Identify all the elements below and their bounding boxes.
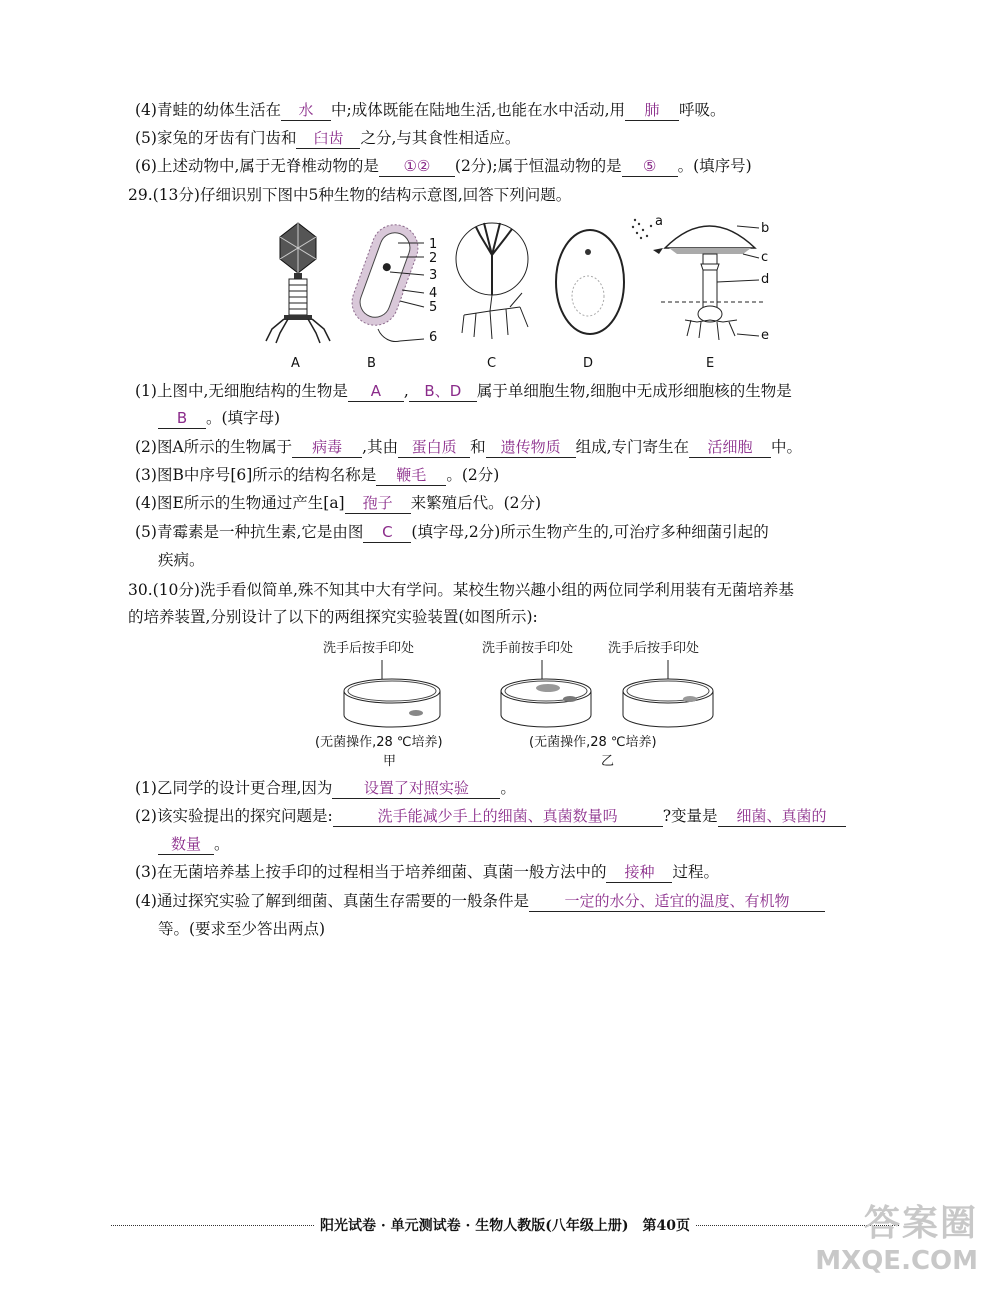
answer-blank: 数量 bbox=[158, 834, 214, 855]
figure-label-a: A bbox=[291, 356, 300, 371]
bacterium-figure bbox=[340, 215, 440, 355]
q30-sub3: (3)在无菌培养基上按手印的过程相当于培养细菌、真菌一般方法中的 接种 过程。 bbox=[135, 863, 719, 881]
figure-label-d: D bbox=[583, 356, 594, 371]
watermark bbox=[815, 1195, 978, 1276]
figure-label-e: E bbox=[706, 356, 715, 371]
answer-blank: 鞭毛 bbox=[376, 465, 446, 486]
q30-sub1: (1)乙同学的设计更合理,因为 设置了对照实验 。 bbox=[135, 779, 516, 797]
virus-figure bbox=[258, 215, 338, 345]
answer-blank: 蛋白质 bbox=[398, 437, 470, 458]
answer-blank: 臼齿 bbox=[296, 128, 360, 149]
answer-blank: 病毒 bbox=[292, 437, 362, 458]
group-label-jia: 甲 bbox=[383, 754, 397, 769]
q29-sub1: (1)上图中,无细胞结构的生物是 A , B、D 属于单细胞生物,细胞中无成形细胞核的生物是 bbox=[135, 382, 792, 400]
dish-label-2: 洗手前按手印处 bbox=[482, 641, 574, 656]
answer-blank: ⑤ bbox=[622, 156, 678, 177]
q30-title: 30.(10分)洗手看似简单,殊不知其中大有学问。某校生物兴趣小组的两位同学利用装有无菌培养基 bbox=[128, 581, 794, 599]
answer-blank: 活细胞 bbox=[689, 437, 771, 458]
penicillium-figure bbox=[450, 215, 540, 345]
watermark-logo: 答案圈 bbox=[863, 1203, 978, 1244]
page-footer bbox=[105, 1215, 905, 1235]
q29-sub4: (4)图E所示的生物通过产生[a] 孢子 来繁殖后代。(2分) bbox=[135, 494, 542, 512]
answer-blank: 细菌、真菌的 bbox=[718, 806, 846, 827]
answer-blank: 接种 bbox=[606, 862, 672, 883]
e-part-c: c bbox=[761, 250, 769, 265]
e-part-a: a bbox=[655, 214, 663, 229]
answer-blank: 水 bbox=[281, 100, 331, 121]
q28-line6: (6)上述动物中,属于无脊椎动物的是 ①② (2分);属于恒温动物的是 ⑤ 。(填序号) bbox=[135, 157, 752, 175]
b-part-3: 3 bbox=[429, 268, 438, 283]
answer-blank: 设置了对照实验 bbox=[332, 778, 500, 799]
yeast-figure bbox=[550, 222, 630, 342]
figure-label-c: C bbox=[487, 356, 497, 371]
petri-dishes-figure bbox=[330, 655, 730, 730]
b-part-6: 6 bbox=[429, 330, 438, 345]
q29-sub1-cont: B 。(填字母) bbox=[158, 408, 280, 429]
footer-divider-left bbox=[111, 1225, 314, 1226]
q28-line5: (5)家兔的牙齿有门齿和 臼齿 之分,与其食性相适应。 bbox=[135, 129, 521, 147]
q30-title-cont: 的培养装置,分别设计了以下的两组探究实验装置(如图所示): bbox=[128, 608, 538, 626]
e-part-e: e bbox=[761, 328, 769, 343]
q30-sub2-cont: 数量 。 bbox=[158, 834, 230, 855]
q30-sub2: (2)该实验提出的探究问题是: 洗手能减少手上的细菌、真菌数量吗 ?变量是 细菌、真菌的 bbox=[135, 806, 846, 827]
q29-title: 29.(13分)仔细识别下图中5种生物的结构示意图,回答下列问题。 bbox=[128, 186, 572, 204]
dish-label-1: 洗手后按手印处 bbox=[323, 641, 415, 656]
answer-blank: 遗传物质 bbox=[486, 437, 576, 458]
watermark-url: MXQE.COM bbox=[815, 1246, 978, 1276]
condition-label-2: (无菌操作,28 ℃培养) bbox=[529, 735, 657, 750]
condition-label-1: (无菌操作,28 ℃培养) bbox=[315, 735, 443, 750]
answer-blank: 肺 bbox=[625, 100, 679, 121]
e-part-d: d bbox=[761, 272, 770, 287]
q30-sub4: (4)通过探究实验了解到细菌、真菌生存需要的一般条件是 一定的水分、适宜的温度、有机物 bbox=[135, 891, 825, 912]
figure-label-b: B bbox=[367, 356, 376, 371]
mushroom-figure bbox=[625, 212, 775, 347]
dish-label-3: 洗手后按手印处 bbox=[608, 641, 700, 656]
answer-blank: 孢子 bbox=[345, 493, 411, 514]
footer-title: 阳光试卷 · 单元测试卷 · 生物人教版(八年级上册) bbox=[320, 1218, 629, 1234]
b-part-4: 4 bbox=[429, 286, 438, 301]
page-number: 第40页 bbox=[642, 1218, 690, 1234]
b-part-1: 1 bbox=[429, 237, 438, 252]
q29-sub3: (3)图B中序号[6]所示的结构名称是 鞭毛 。(2分) bbox=[135, 466, 500, 484]
answer-blank: ①② bbox=[379, 156, 455, 177]
group-label-yi: 乙 bbox=[601, 754, 615, 769]
answer-blank: 洗手能减少手上的细菌、真菌数量吗 bbox=[333, 806, 663, 827]
answer-blank: A bbox=[348, 381, 404, 402]
answer-blank: C bbox=[363, 522, 411, 543]
q28-line4: (4)青蛙的幼体生活在 水 中;成体既能在陆地生活,也能在水中活动,用 肺 呼吸。 bbox=[135, 101, 726, 119]
q29-sub5-cont: 疾病。 bbox=[158, 551, 205, 569]
answer-blank: B、D bbox=[409, 381, 477, 402]
q30-sub4-cont: 等。(要求至少答出两点) bbox=[158, 920, 326, 938]
answer-blank: B bbox=[158, 408, 206, 429]
e-part-b: b bbox=[761, 221, 770, 236]
answer-blank: 一定的水分、适宜的温度、有机物 bbox=[529, 891, 825, 912]
q29-sub2: (2)图A所示的生物属于 病毒 ,其由 蛋白质 和 遗传物质 组成,专门寄生在 活细胞 中。 bbox=[135, 438, 803, 456]
b-part-2: 2 bbox=[429, 251, 438, 266]
b-part-5: 5 bbox=[429, 300, 438, 315]
q29-sub5: (5)青霉素是一种抗生素,它是由图 C (填字母,2分)所示生物产生的,可治疗多种细菌引起的 bbox=[135, 523, 769, 541]
